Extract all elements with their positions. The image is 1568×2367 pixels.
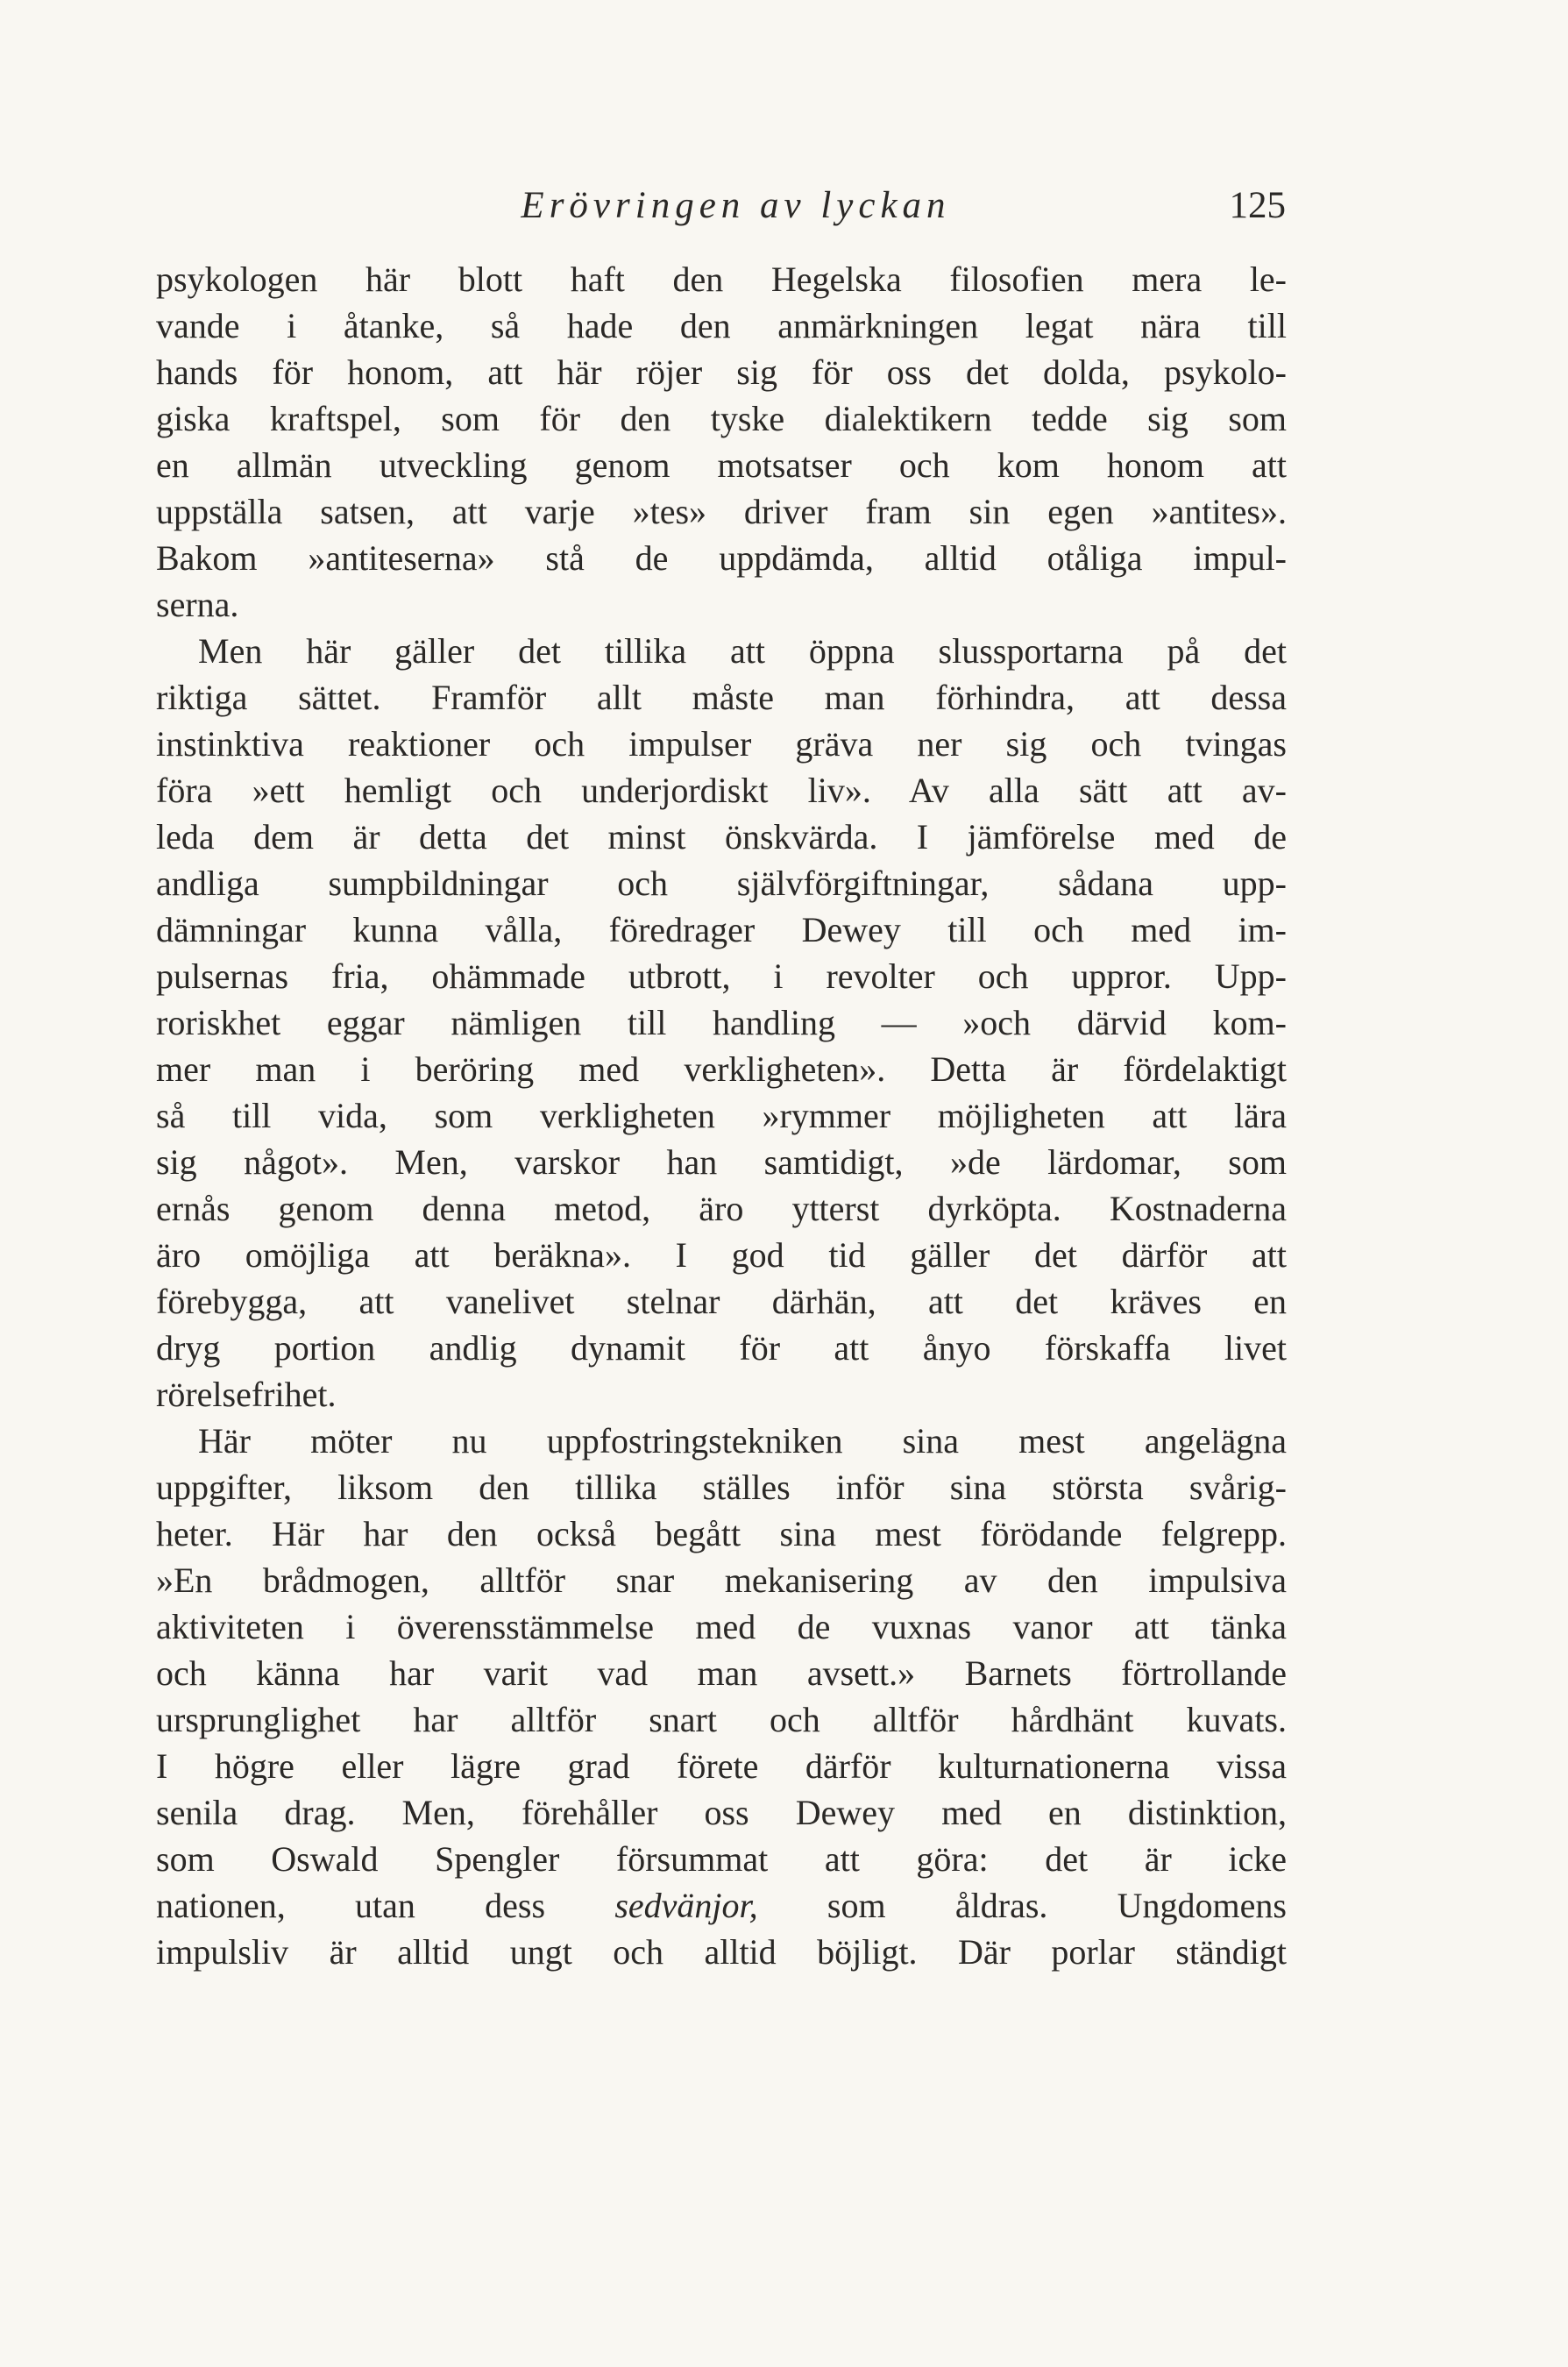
text-line: förebygga, att vanelivet stelnar därhän, att det kräves en xyxy=(156,1282,1287,1321)
text-line: I högre eller lägre grad förete därför kulturnationerna vissa xyxy=(156,1746,1287,1786)
text-line: som Oswald Spengler försummat att göra: det är icke xyxy=(156,1839,1287,1879)
text-line: pulsernas fria, ohämmade utbrott, i revolter och uppror. Upp- xyxy=(156,956,1287,996)
body-text xyxy=(156,256,1287,1975)
text-line: föra »ett hemligt och underjordiskt liv». Av alla sätt att av- xyxy=(156,771,1287,810)
text-line: psykologen här blott haft den Hegelska filosofien mera le- xyxy=(156,259,1287,299)
text-segment: nationen, utan dess xyxy=(156,1886,615,1925)
text-line: riktiga sättet. Framför allt måste man förhindra, att dessa xyxy=(156,678,1287,717)
text-line: så till vida, som verkligheten »rymmer möjligheten att lära xyxy=(156,1096,1287,1135)
text-line: rörelsefrihet. xyxy=(156,1375,337,1414)
text-line: aktiviteten i överensstämmelse med de vuxnas vanor att tänka xyxy=(156,1607,1287,1646)
text-line: heter. Här har den också begått sina mest förödande felgrepp. xyxy=(156,1514,1287,1553)
text-line: andliga sumpbildningar och självförgiftningar, sådana upp- xyxy=(156,864,1287,903)
text-line: roriskhet eggar nämligen till handling — »och därvid kom- xyxy=(156,1003,1287,1042)
text-line: serna. xyxy=(156,585,239,624)
running-title: Erövringen av lyckan xyxy=(521,185,951,226)
text-line: Här möter nu uppfostringstekniken sina mest angelägna xyxy=(198,1421,1287,1461)
text-line: Bakom »antiteserna» stå de uppdämda, alltid otåliga impul- xyxy=(156,538,1287,578)
text-line: uppgifter, liksom den tillika ställes inför sina största svårig- xyxy=(156,1468,1287,1507)
text-line: dämningar kunna vålla, föredrager Dewey till och med im- xyxy=(156,910,1287,949)
text-line: leda dem är detta det minst önskvärda. I jämförelse med de xyxy=(156,817,1287,857)
text-line: uppställa satsen, att varje »tes» driver fram sin egen »antites». xyxy=(156,492,1287,531)
page-number: 125 xyxy=(1229,185,1286,226)
text-line: ernås genom denna metod, äro ytterst dyrköpta. Kostnaderna xyxy=(156,1189,1287,1228)
text-line: impulsliv är alltid ungt och alltid böjligt. Där porlar ständigt xyxy=(156,1932,1287,1972)
text-line: Men här gäller det tillika att öppna slussportarna på det xyxy=(198,631,1287,671)
italic-word: sedvänjor, xyxy=(614,1886,758,1925)
text-line: senila drag. Men, förehåller oss Dewey med en distinktion, xyxy=(156,1793,1287,1832)
text-line: och känna har varit vad man avsett.» Barnets förtrollande xyxy=(156,1653,1287,1693)
text-line: dryg portion andlig dynamit för att ånyo förskaffa livet xyxy=(156,1328,1287,1368)
text-line: giska kraftspel, som för den tyske dialektikern tedde sig som xyxy=(156,399,1287,438)
text-line: en allmän utveckling genom motsatser och kom honom att xyxy=(156,445,1287,485)
text-line: vande i åtanke, så hade den anmärkningen legat nära till xyxy=(156,306,1287,345)
page-header xyxy=(186,184,1286,237)
text-line xyxy=(156,1882,1287,1929)
text-line: äro omöjliga att beräkna». I god tid gäller det därför att xyxy=(156,1235,1287,1275)
text-line: mer man i beröring med verkligheten». Detta är fördelaktigt xyxy=(156,1049,1287,1089)
text-line: instinktiva reaktioner och impulser gräva ner sig och tvingas xyxy=(156,724,1287,764)
text-line: ursprunglighet har alltför snart och alltför hårdhänt kuvats. xyxy=(156,1700,1287,1739)
text-line: sig något». Men, varskor han samtidigt, »de lärdomar, som xyxy=(156,1142,1287,1182)
text-segment: som åldras. Ungdomens xyxy=(757,1886,1287,1925)
text-line: hands för honom, att här röjer sig för oss det dolda, psykolo- xyxy=(156,352,1287,392)
text-line: »En brådmogen, alltför snar mekanisering av den impulsiva xyxy=(156,1560,1287,1600)
